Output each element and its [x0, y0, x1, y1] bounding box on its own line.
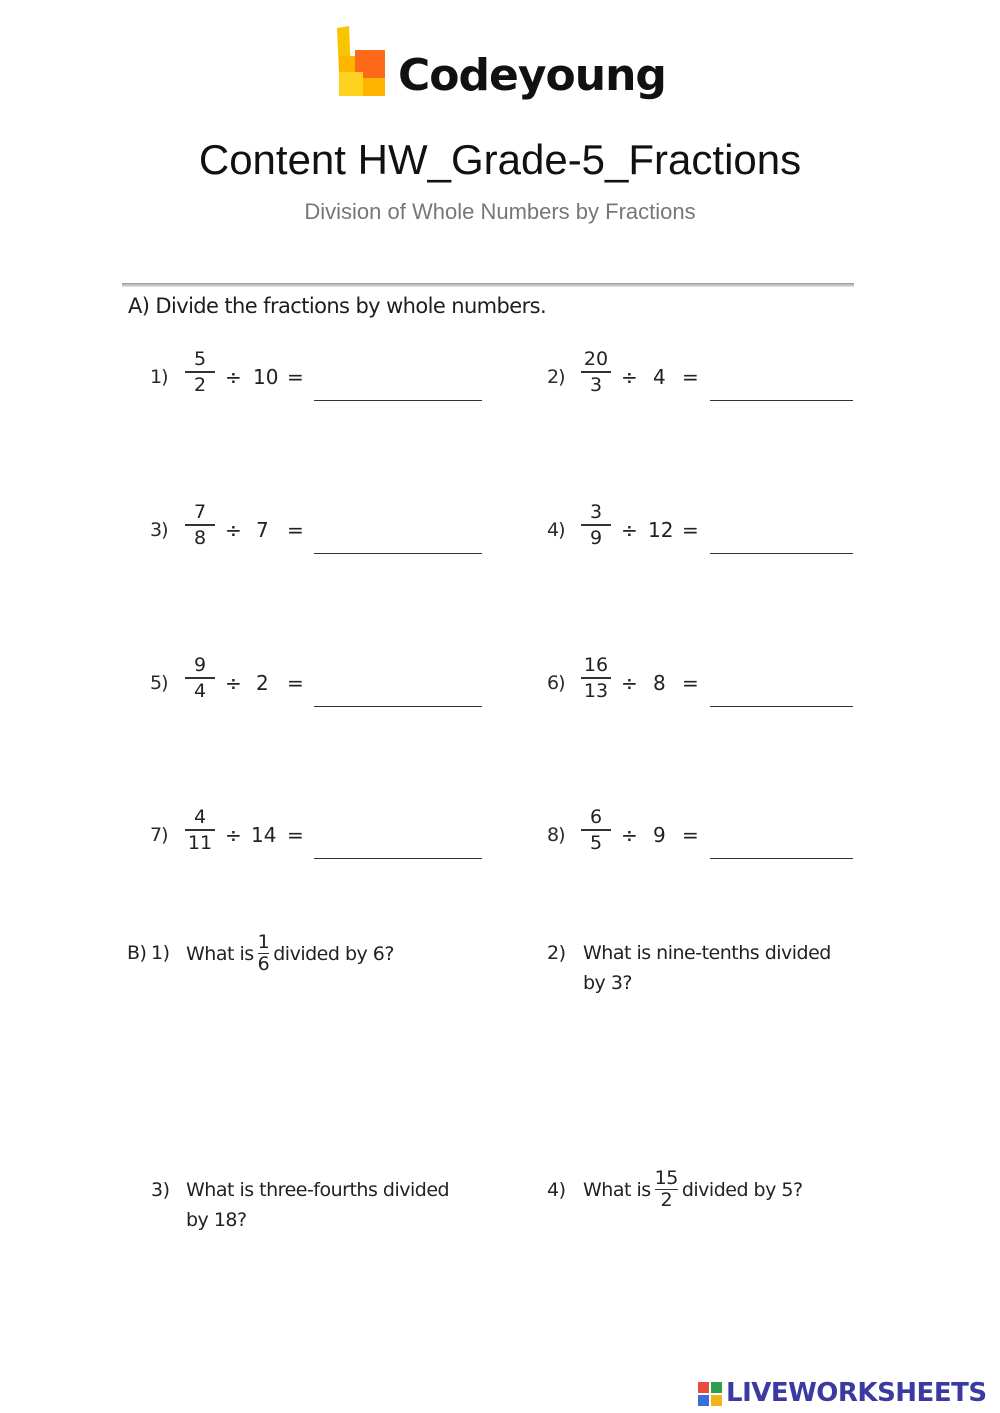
- problem-4: [547, 499, 857, 569]
- equals-sign: =: [287, 365, 304, 389]
- equals-sign: =: [682, 365, 699, 389]
- problem-7: [150, 804, 490, 874]
- equals-sign: =: [287, 823, 304, 847]
- divisor: 4: [653, 365, 666, 389]
- numerator: 6: [589, 806, 603, 828]
- numerator: 9: [193, 654, 207, 676]
- fraction: [581, 501, 611, 549]
- problem-6: [547, 652, 857, 722]
- answer-blank[interactable]: [314, 400, 482, 401]
- numerator: 20: [583, 348, 609, 370]
- divide-sign: ÷: [621, 518, 638, 542]
- fraction: [185, 654, 215, 702]
- divisor: 12: [648, 518, 674, 542]
- divisor: 9: [653, 823, 666, 847]
- answer-blank[interactable]: [710, 400, 853, 401]
- problem-number: 3): [150, 519, 168, 541]
- denominator: 13: [583, 679, 609, 702]
- numerator: 15: [654, 1166, 678, 1189]
- divisor: 14: [251, 823, 277, 847]
- section-a-heading: A) Divide the fractions by whole numbers.: [128, 294, 547, 318]
- fraction: [258, 932, 270, 976]
- question-b2: [583, 938, 831, 998]
- problem-3: [150, 499, 490, 569]
- denominator: 3: [589, 373, 603, 396]
- problem-number: 5): [150, 672, 168, 694]
- liveworksheets-watermark: LIVEWORKSHEETS: [726, 1378, 987, 1408]
- divide-sign: ÷: [225, 365, 242, 389]
- problem-number: 7): [150, 824, 168, 846]
- question-b1-number: 1): [151, 942, 170, 964]
- fraction: [581, 654, 611, 702]
- problem-8: [547, 804, 857, 874]
- denominator: 2: [660, 1189, 673, 1212]
- numerator: 7: [193, 501, 207, 523]
- codeyoung-logo-icon: [333, 26, 387, 98]
- problem-number: 2): [547, 366, 565, 388]
- page-title: Content HW_Grade-5_Fractions: [198, 136, 802, 183]
- answer-blank[interactable]: [314, 858, 482, 859]
- divide-sign: ÷: [621, 365, 638, 389]
- fraction: [185, 348, 215, 396]
- question-text: divided by 5?: [681, 1179, 803, 1201]
- question-b3-number: 3): [151, 1179, 170, 1201]
- divisor: 2: [256, 671, 269, 695]
- denominator: 8: [193, 526, 207, 549]
- section-b-label: B): [127, 942, 147, 964]
- equals-sign: =: [682, 671, 699, 695]
- problem-number: 6): [547, 672, 565, 694]
- answer-blank[interactable]: [710, 858, 853, 859]
- fraction: [581, 348, 611, 396]
- problem-number: 4): [547, 519, 565, 541]
- numerator: 5: [193, 348, 207, 370]
- fraction: [185, 501, 215, 549]
- problem-number: 1): [150, 366, 168, 388]
- question-text: divided by 6?: [273, 943, 394, 965]
- question-b1: [186, 932, 394, 976]
- divisor: 7: [256, 518, 269, 542]
- equals-sign: =: [682, 823, 699, 847]
- question-text: What is: [186, 943, 254, 965]
- answer-blank[interactable]: [710, 553, 853, 554]
- question-text-line-1: What is nine-tenths divided: [583, 942, 831, 964]
- numerator: 4: [193, 806, 207, 828]
- denominator: 4: [193, 679, 207, 702]
- problem-2: [547, 346, 857, 416]
- fraction: [581, 806, 611, 854]
- question-text-line-2: by 18?: [186, 1209, 247, 1231]
- denominator: 5: [589, 831, 603, 854]
- answer-blank[interactable]: [314, 553, 482, 554]
- question-b2-number: 2): [547, 942, 566, 964]
- question-b4-number: 4): [547, 1179, 566, 1201]
- question-text-line-2: by 3?: [583, 972, 633, 994]
- divide-sign: ÷: [621, 823, 638, 847]
- question-b4: [583, 1168, 803, 1212]
- denominator: 11: [187, 831, 213, 854]
- fraction: [185, 806, 215, 854]
- denominator: 6: [257, 953, 270, 976]
- brand-name: Codeyoung: [398, 50, 666, 101]
- section-divider: [122, 283, 854, 287]
- question-b3: [186, 1175, 449, 1235]
- liveworksheets-logo-icon: [698, 1382, 722, 1406]
- problem-5: [150, 652, 490, 722]
- answer-blank[interactable]: [710, 706, 853, 707]
- equals-sign: =: [287, 518, 304, 542]
- problem-1: [150, 346, 490, 416]
- divide-sign: ÷: [621, 671, 638, 695]
- question-text: What is: [583, 1179, 651, 1201]
- numerator: 3: [589, 501, 603, 523]
- question-text-line-1: What is three-fourths divided: [186, 1179, 450, 1201]
- divide-sign: ÷: [225, 518, 242, 542]
- denominator: 9: [589, 526, 603, 549]
- numerator: 1: [257, 930, 270, 953]
- divide-sign: ÷: [225, 671, 242, 695]
- answer-blank[interactable]: [314, 706, 482, 707]
- divide-sign: ÷: [225, 823, 242, 847]
- divisor: 8: [653, 671, 666, 695]
- numerator: 16: [583, 654, 609, 676]
- denominator: 2: [193, 373, 207, 396]
- equals-sign: =: [682, 518, 699, 542]
- equals-sign: =: [287, 671, 304, 695]
- page-subtitle: Division of Whole Numbers by Fractions: [304, 199, 696, 224]
- divisor: 10: [253, 365, 279, 389]
- problem-number: 8): [547, 824, 565, 846]
- fraction: [655, 1168, 678, 1212]
